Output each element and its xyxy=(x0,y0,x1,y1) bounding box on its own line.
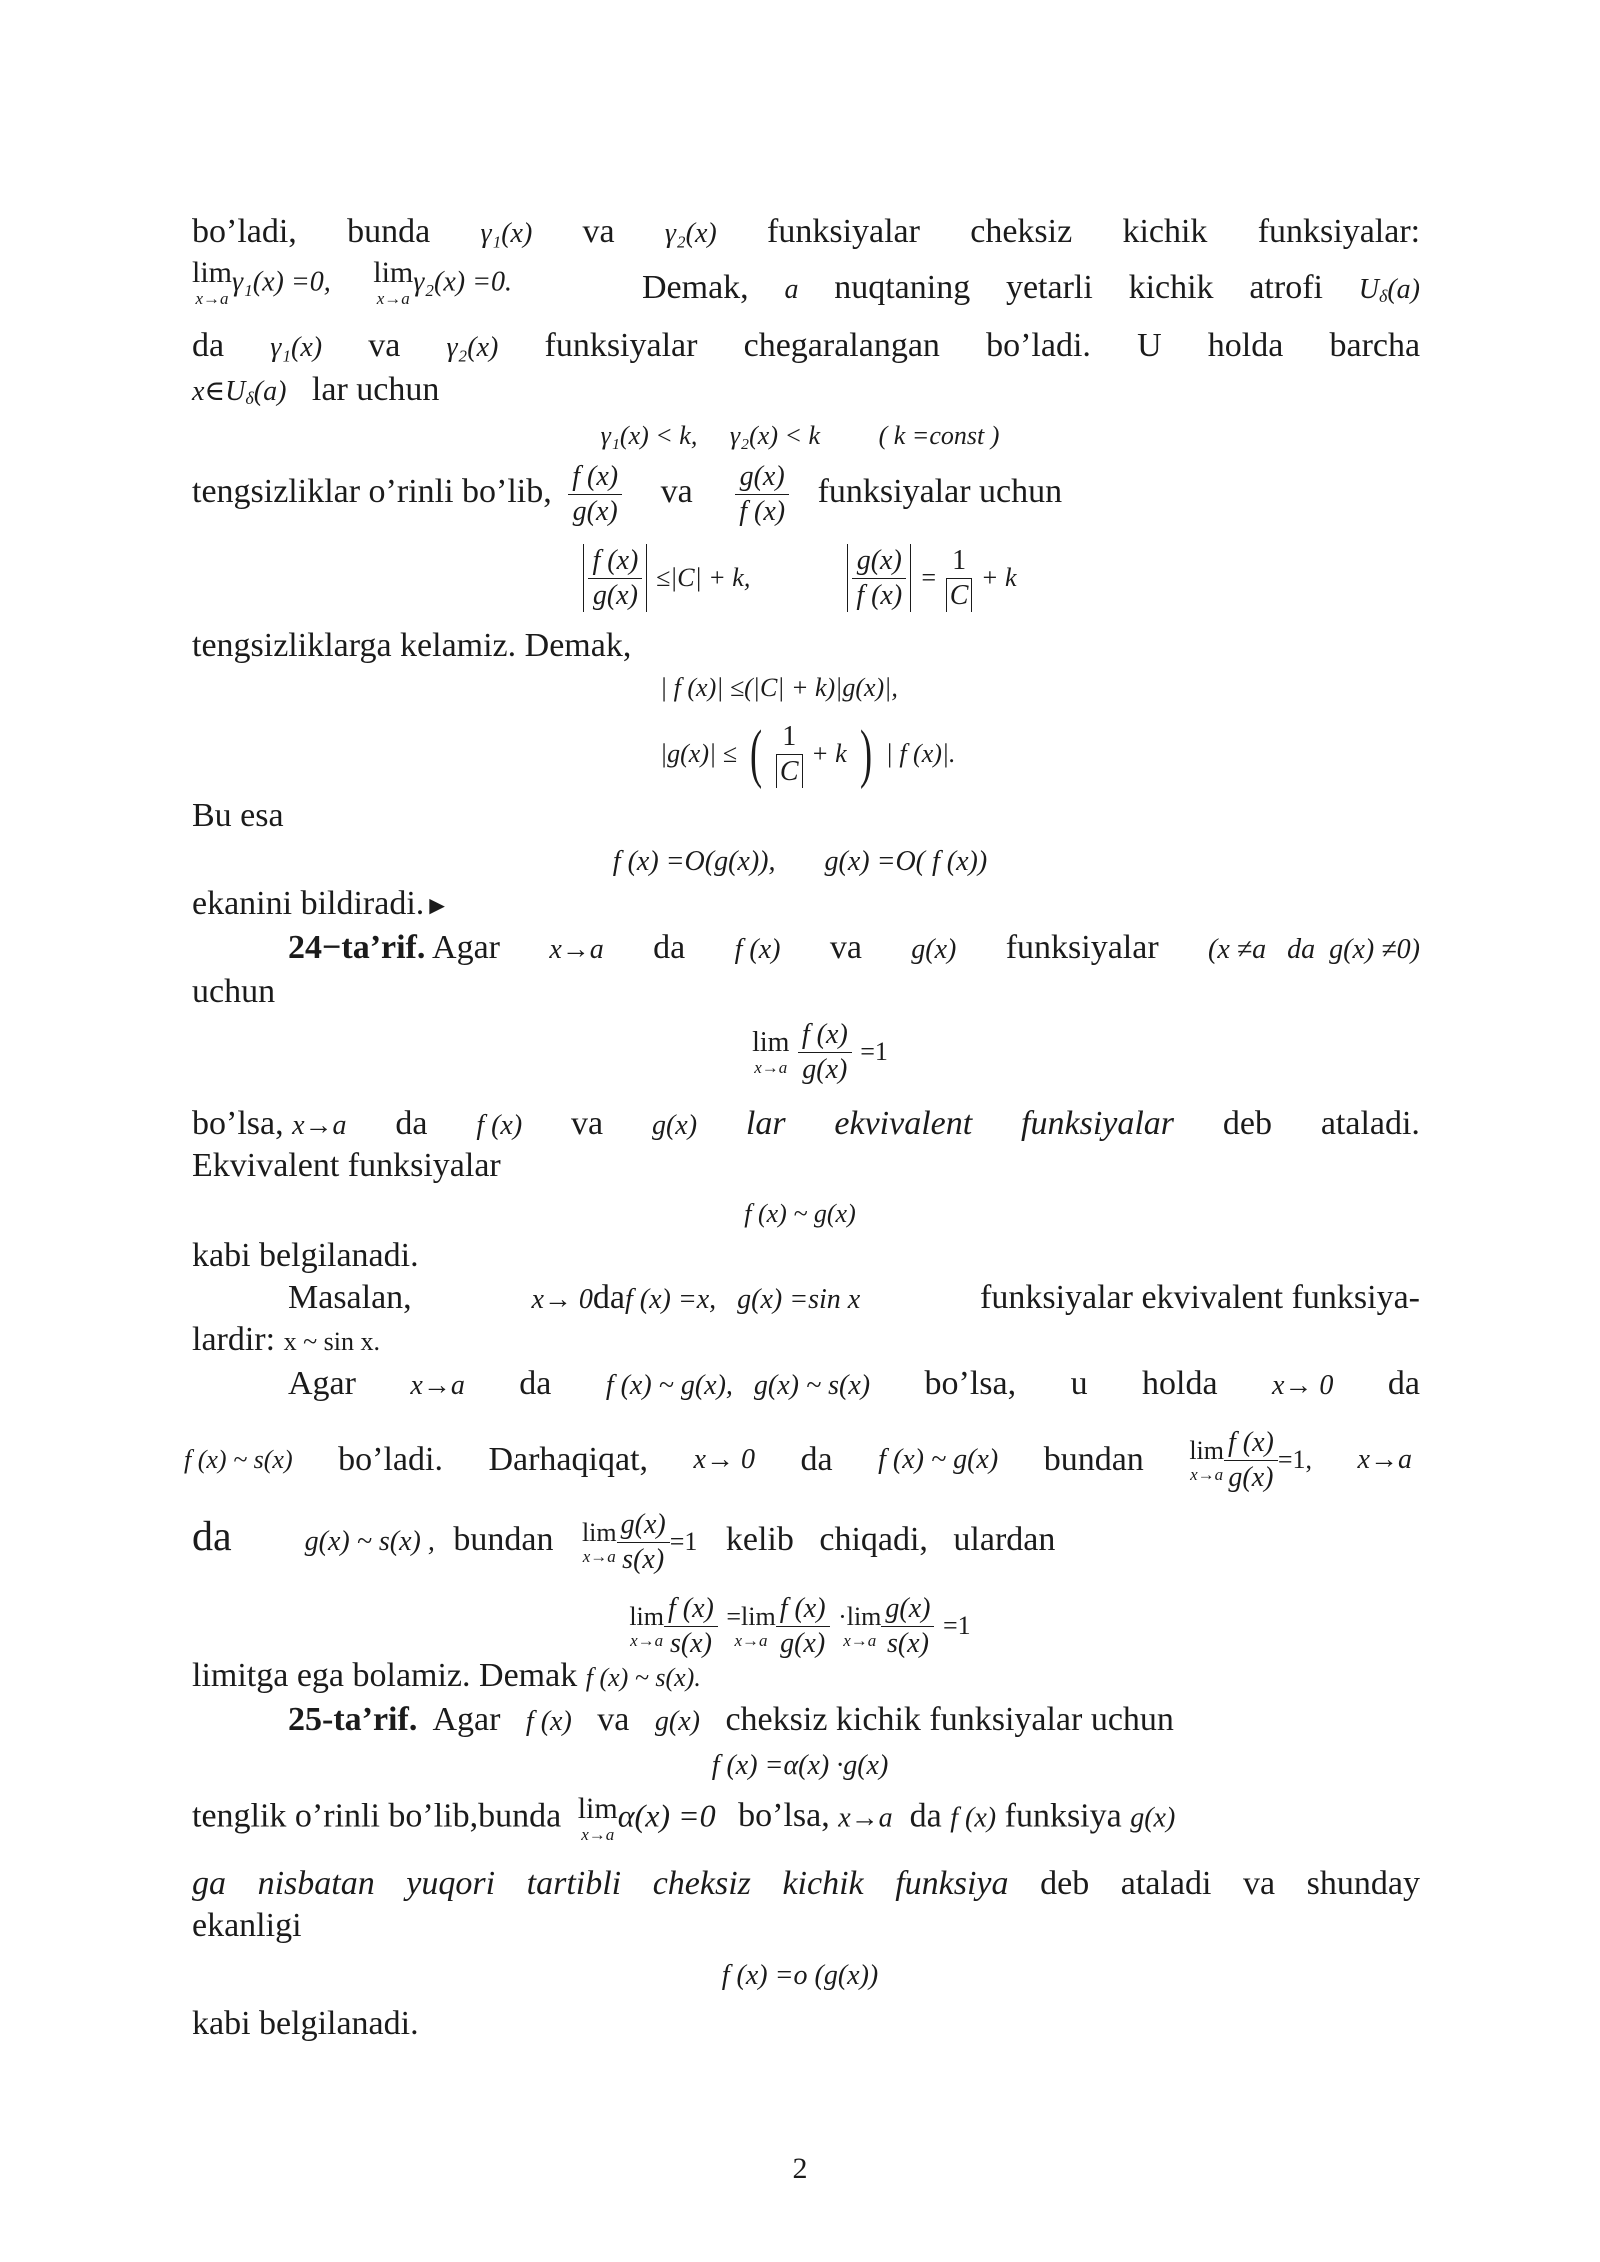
text-line xyxy=(192,258,1420,307)
formula: f (x) ~ g(x) xyxy=(744,1199,856,1228)
fraction: $\frac{g(x)}{f (x)}$ xyxy=(735,460,789,528)
math-expr: γ₁(x) xyxy=(480,218,533,249)
end-of-proof-marker: ► xyxy=(424,891,451,920)
math-expr: γ₂(x) =0. xyxy=(413,266,513,298)
text-line: limitga ega bolamiz. Demak f (x) ~ s(x). xyxy=(192,1657,701,1694)
word: bo’ladi, xyxy=(192,213,297,250)
page-number: 2 xyxy=(792,2152,808,2185)
text-line: da γ₁(x) va γ₂(x) funksiyalar chegaralangan bo’ladi. U holda barcha xyxy=(192,327,1421,364)
text-line: uchun xyxy=(192,973,276,1010)
text-line: tenglik o’rinli bo’lib,bunda lim x→a α(x) =0 bo’lsa, x→a da f (x) funksiya g(x) xyxy=(192,1792,1176,1844)
math-expr: γ₂(x) xyxy=(664,218,717,249)
limit-operator: lim x→a xyxy=(373,256,414,308)
formula: lim x→a $\frac{f (x)}{g(x)}$ =1 xyxy=(752,1019,888,1085)
fraction: $\frac{1}{C}$ xyxy=(776,720,803,788)
word: va xyxy=(582,213,615,250)
text-line: lardir: x ~ sin x. xyxy=(192,1321,380,1358)
word: bunda xyxy=(347,213,431,250)
formula: γ₁(x) < k, γ₂(x) < k ( k =const ) xyxy=(600,421,1000,450)
text-line: $x\in U_\delta(a)$ lar uchun xyxy=(192,371,440,408)
text-line: ekanligi xyxy=(192,1907,302,1944)
fraction: $\frac{1}{C}$ xyxy=(946,544,973,612)
math-expr: γ₁(x) =0, xyxy=(232,266,331,298)
formula: f (x) =O(g(x)), g(x) =O( f (x)) xyxy=(612,846,988,877)
text-line: da g(x) ~ s(x) , bundan lim x→a $\frac{g(x)}{s(x)}$ =1 kelib chiqadi, ulardan xyxy=(192,1509,1056,1575)
limit-operator: lim x→a xyxy=(192,256,233,308)
word: funksiyalar: xyxy=(1257,213,1421,250)
formula: f (x) =α(x) ·g(x) xyxy=(711,1750,889,1781)
document-page: bo’ladi, bunda γ₁(x) va γ₂(x) funksiyalar cheksiz kichik funksiyalar: lim x→a γ₁(x) =0, lim x→a γ₂(x) =0. Demak, a nuqtaning yetarli kichik atrofi $U_\delta(a)$ da γ₁(x) va γ₂(x) funksiyalar chegaralangan bo’ladi. U holda barcha $x\in U_\delta(a)$ lar uchun γ₁(x) < k, γ₂(x) < k ( k =const ) tengsizliklar o’rinli bo’lib, $\frac{f (x)}{g(x)}$ va $\frac{g(x)}{f (x)}$ funksiyalar uchun $\frac{f (x)}{g(x)}$ ≤|C| + k, $\frac{g(x)}{f (x)}$ = $\frac{1}{C}$ + k tengsizliklarga kelamiz. Demak, | f (x)| ≤(|C| + k)|g(x)|, |g(x)| ≤ ( $\frac{1}{C}$ + k ) | f (x)|. Bu esa f (x) =O(g(x)), g(x) =O( f (x)) ekanini bildiradi.► 24−ta’rif. Agar x→a da f (x) va g(x) funksiyalar (x ≠a da g(x) ≠0) uchun lim x→a $\frac{f (x)}{g(x)}$ =1 bo’lsa, x→a da f (x) va g(x) lar ekvivalent funksiyalar deb ataladi. Ekvivalent funksiyalar f (x) ~ g(x) kabi belgilanadi. Masalan, x→ 0daf (x) =x, g(x) =sin x funksiyalar ekvivalent funksiya- lardir: x ~ sin x. Agar x→a da f (x) ~ g(x), g(x) ~ s(x) bo’lsa, u holda x→ 0 da f (x) ~ s(x) bo’ladi. Darhaqiqat, x→ 0 da f (x) ~ g(x) bundan lim x→a $\frac{f (x)}{g(x)}$ =1, x→a da g(x) ~ s(x) , bundan lim x→a $\frac{g(x)}{s(x)}$ =1 kelib chiqadi, ulardan lim x→a $\frac{f (x)}{s(x)}$ =lim x→a $\frac{f (x)}{g(x)}$ ·lim x→a $\frac{g(x)}{s(x)}$ =1 limitga ega bolamiz. Demak f (x) ~ s(x). 25-ta’rif. Agar f (x) va g(x) cheksiz kichik funksiyalar uchun f (x) =α(x) ·g(x) tenglik o’rinli bo’lib,bunda lim x→a α(x) =0 bo’lsa, x→a da f (x) funksiya g(x) ga nisbatan yuqori tartibli cheksiz kichik funksiya deb ataladi va shunday ekanligi f (x) =o (g(x)) kabi belgilanadi. 2 xyxy=(0,0,1600,2262)
abs-value: $\frac{g(x)}{f (x)}$ xyxy=(847,544,911,612)
text-line xyxy=(192,212,1420,254)
fraction: $\frac{f (x)}{g(x)}$ xyxy=(568,460,622,528)
text-line: kabi belgilanadi. xyxy=(192,2005,419,2042)
text-line: 25-ta’rif. Agar f (x) va g(x) cheksiz kichik funksiyalar uchun xyxy=(288,1701,1174,1738)
text-line: f (x) ~ s(x) bo’ladi. Darhaqiqat, x→ 0 da f (x) ~ g(x) bundan lim x→a $\frac{f (x)}{g(x)}$ =1, x→a xyxy=(184,1427,1412,1493)
text-line: bo’lsa, x→a da f (x) va g(x) lar ekvivalent funksiyalar deb ataladi. xyxy=(192,1105,1420,1142)
text-segment: Demak, a nuqtaning yetarli kichik atrofi $U_\delta(a)$ xyxy=(642,269,1420,306)
word: funksiyalar xyxy=(767,213,920,250)
text-line: ekanini bildiradi.► xyxy=(192,885,451,922)
word: cheksiz xyxy=(970,213,1073,250)
text-line: kabi belgilanadi. xyxy=(192,1237,419,1274)
text-line: Bu esa xyxy=(192,797,284,834)
formula: lim x→a $\frac{f (x)}{s(x)}$ =lim x→a $\frac{f (x)}{g(x)}$ ·lim x→a $\frac{g(x)}{s(x)}$ =1 xyxy=(629,1593,971,1659)
abs-value: $\frac{f (x)}{g(x)}$ xyxy=(583,544,647,612)
text-line: ga nisbatan yuqori tartibli cheksiz kichik funksiya deb ataladi va shunday xyxy=(192,1865,1420,1902)
text-line: tengsizliklarga kelamiz. Demak, xyxy=(192,627,632,664)
text-line: tengsizliklar o’rinli bo’lib, $\frac{f (x)}{g(x)}$ va $\frac{g(x)}{f (x)}$ funksiyalar uchun xyxy=(192,461,1063,527)
formula: | f (x)| ≤(|C| + k)|g(x)|, xyxy=(660,673,898,702)
formula: $\frac{f (x)}{g(x)}$ ≤|C| + k, $\frac{g(x)}{f (x)}$ = $\frac{1}{C}$ + k xyxy=(0,544,1600,612)
word: kichik xyxy=(1122,213,1208,250)
formula: |g(x)| ≤ ( $\frac{1}{C}$ + k ) | f (x)|. xyxy=(660,717,956,791)
formula: f (x) =o (g(x)) xyxy=(721,1960,879,1991)
text-line: Ekvivalent funksiyalar xyxy=(192,1147,501,1184)
